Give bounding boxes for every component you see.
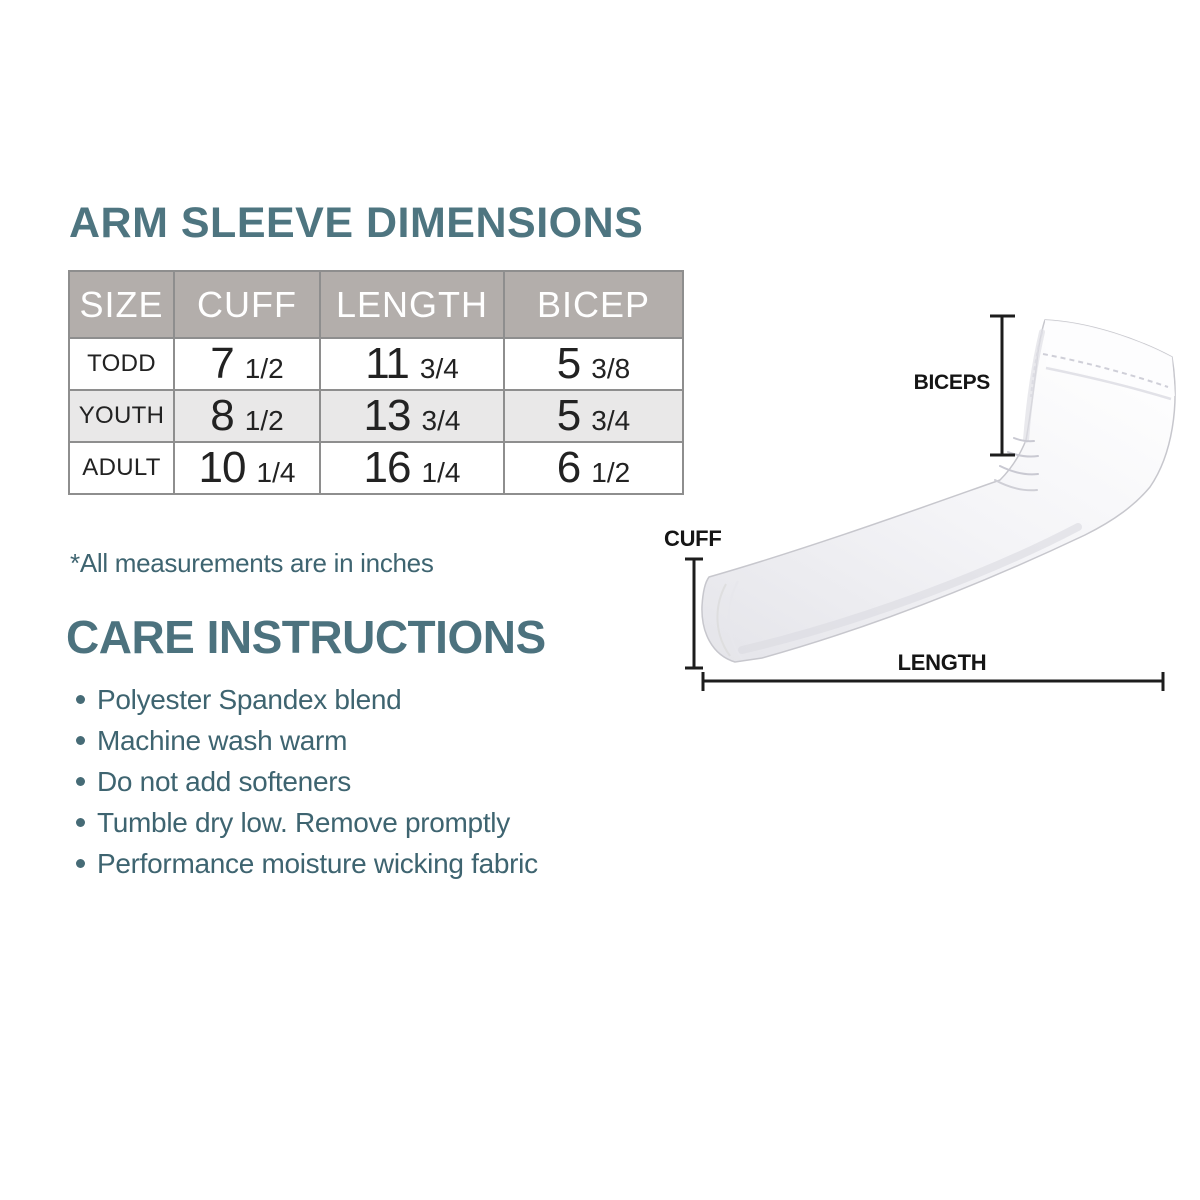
value-whole: 10	[198, 443, 246, 492]
table-row-todd	[69, 338, 683, 390]
bullet-icon	[76, 736, 85, 745]
size-label: YOUTH	[69, 390, 174, 442]
value-whole: 5	[556, 339, 581, 388]
size-table	[68, 270, 684, 495]
value-fraction: 3/8	[591, 353, 631, 384]
biceps-dimension-line	[990, 316, 1015, 455]
bullet-icon	[76, 695, 85, 704]
value-fraction: 1/2	[244, 353, 284, 384]
value-whole: 16	[363, 443, 411, 492]
care-item-text: Machine wash warm	[97, 725, 348, 756]
header-cuff: CUFF	[174, 271, 320, 338]
care-item	[70, 679, 630, 720]
value-fraction: 3/4	[419, 353, 459, 384]
length-dimension-label: LENGTH	[897, 650, 987, 675]
care-item-text: Do not add softeners	[97, 766, 351, 797]
value-fraction: 1/4	[256, 457, 296, 488]
cuff-value	[174, 390, 320, 442]
care-item	[70, 720, 630, 761]
value-fraction: 1/2	[244, 405, 284, 436]
bullet-icon	[76, 777, 85, 786]
care-item	[70, 761, 630, 802]
value-whole: 8	[210, 391, 234, 440]
cuff-value	[174, 442, 320, 494]
header-size: SIZE	[69, 271, 174, 338]
value-whole: 11	[365, 339, 409, 388]
value-whole: 7	[210, 339, 234, 388]
care-item	[70, 802, 630, 843]
table-row-adult	[69, 442, 683, 494]
length-value	[320, 390, 504, 442]
value-whole: 13	[363, 391, 411, 440]
care-item-text: Tumble dry low. Remove promptly	[97, 807, 510, 838]
bullet-icon	[76, 818, 85, 827]
cuff-value	[174, 338, 320, 390]
cuff-dimension-label: CUFF	[664, 526, 722, 551]
value-fraction: 3/4	[421, 405, 461, 436]
length-value	[320, 442, 504, 494]
care-instructions-list	[70, 679, 630, 884]
care-item	[70, 843, 630, 884]
measurement-footnote: *All measurements are in inches	[70, 548, 434, 578]
page-title: ARM SLEEVE DIMENSIONS	[69, 199, 644, 247]
value-whole: 5	[556, 391, 581, 440]
biceps-dimension-label: BICEPS	[913, 371, 990, 394]
table-row-youth	[69, 390, 683, 442]
size-label: ADULT	[69, 442, 174, 494]
length-value	[320, 338, 504, 390]
value-fraction: 3/4	[591, 405, 631, 436]
size-label: TODD	[69, 338, 174, 390]
value-fraction: 1/4	[421, 457, 461, 488]
care-item-text: Polyester Spandex blend	[97, 684, 402, 715]
value-fraction: 1/2	[591, 457, 631, 488]
bullet-icon	[76, 859, 85, 868]
header-bicep: BICEP	[504, 271, 683, 338]
care-item-text: Performance moisture wicking fabric	[97, 848, 538, 879]
care-instructions-heading: CARE INSTRUCTIONS	[66, 611, 546, 663]
size-table-header-row	[69, 271, 683, 338]
cuff-dimension-line	[685, 559, 703, 668]
value-whole: 6	[556, 443, 581, 492]
header-length: LENGTH	[320, 271, 504, 338]
arm-sleeve-illustration	[650, 300, 1190, 700]
